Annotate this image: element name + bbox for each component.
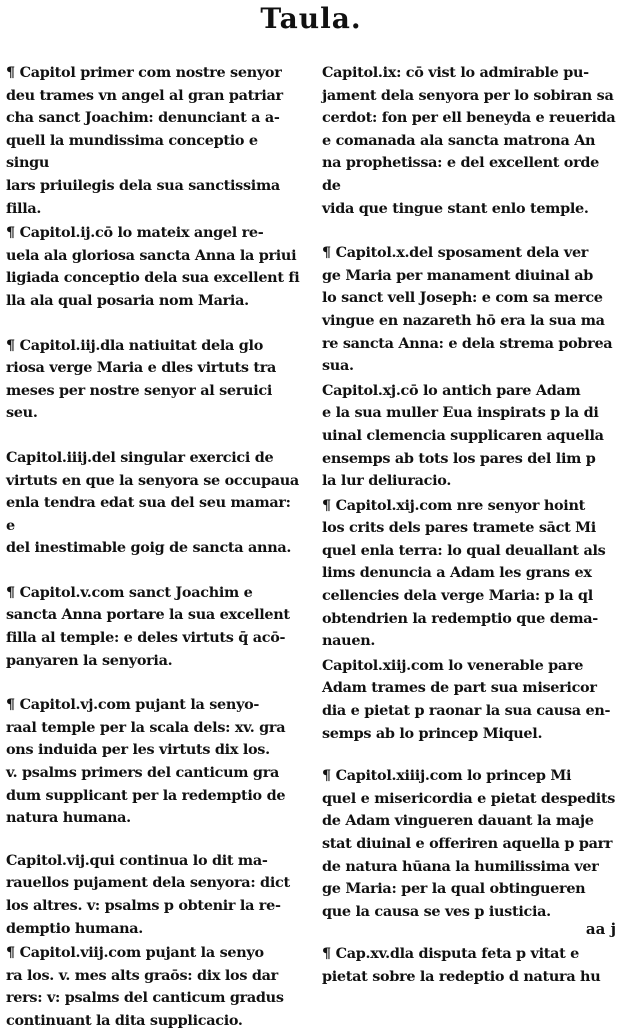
- table-of-contents-right-column: [322, 62, 620, 989]
- chapter-entry: ¶ Capitol.ij.cō lo mateix angel re- uela ala gloriosa sancta Anna la priui ligiada conceptio dela sua excellent fi lla ala qual posaria nom Maria.: [6, 224, 300, 309]
- table-of-contents-left-column: [6, 62, 304, 1033]
- chapter-entry: Capitol.vij.qui continua lo dit ma- rauellos pujament dela senyora: dict los altres. v: psalms p obtenir la re- demptio humana.: [6, 851, 290, 937]
- chapter-entry: ¶ Capitol primer com nostre senyor deu trames vn angel al gran patriar cha sanct Joachim: denunciant a a- quell la mundissima conceptio e singu lars priuilegis dela sua sanctissima filla.: [6, 64, 283, 217]
- chapter-entry: Capitol.iiij.del singular exercici de virtuts en que la senyora se occupaua enla tendra edat sua del seu mamar: e del inestimable goig de sancta anna.: [6, 448, 299, 557]
- chapter-entry: ¶ Cap.xv.dla disputa feta p vitat e pietat sobre la redeptio d natura hu: [322, 945, 601, 985]
- signature-mark: aa j: [585, 920, 616, 938]
- chapter-entry: ¶ Capitol.iij.dla natiuitat dela glo riosa verge Maria e dles virtuts tra meses per nostre senyor al seruici seu.: [6, 336, 277, 422]
- chapter-entry: Capitol.xiij.com lo venerable pare Adam trames de part sua misericor dia e pietat p raonar la sua causa en- semps ab lo princep Miquel.: [322, 656, 611, 742]
- chapter-entry: ¶ Capitol.x.del sposament dela ver ge Maria per manament diuinal ab lo sanct vell Joseph: e com sa merce vingue en nazareth hō era la sua ma re sancta Anna: e dela strema pobrea sua.: [322, 244, 613, 375]
- chapter-entry: ¶ Capitol.xij.com nre senyor hoint los crits dels pares tramete sāct Mi quel enla terra: lo qual deuallant als lims denuncia a Adam les grans ex cellencies dela verge Maria: p la ql obtendrien la redemptio que dema- nauen.: [322, 496, 606, 650]
- page-title: Taula.: [260, 2, 362, 35]
- chapter-entry: Capitol.ix: cō vist lo admirable pu- jament dela senyora per lo sobiran sa cerdot: fon per ell beneyda e reuerida e comanada ala sancta matrona An na prophetissa: e del excellent orde de vida que tingue stant enlo temple.: [322, 64, 616, 217]
- chapter-entry: ¶ Capitol.v.com sanct Joachim e sancta Anna portare la sua excellent filla al temple: e deles virtuts q̄ acō- panyaren la senyoria.: [6, 583, 290, 669]
- chapter-entry: ¶ Capitol.viij.com pujant la senyo ra los. v. mes alts graōs: dix los dar rers: v: psalms del canticum gradus continuant la dita supplicacio.: [6, 944, 284, 1029]
- chapter-entry: Capitol.xj.cō lo antich pare Adam e la sua muller Eua inspirats p la di uinal clemencia supplicaren aquella ensemps ab tots los pares del lim p la lur deliuracio.: [322, 381, 604, 490]
- chapter-entry: ¶ Capitol.vj.com pujant la senyo- raal temple per la scala dels: xv. gra ons induida per les virtuts dix los. v. psalms primers del canticum gra dum supplicant per la redemptio de natura humana.: [6, 696, 286, 827]
- chapter-entry: ¶ Capitol.xiiij.com lo princep Mi quel e misericordia e pietat despedits de Adam vingueren dauant la maje stat diuinal e offeriren aquella p parr de natura hūana la humilissima ver ge Maria: per la qual obtingueren que la causa se ves p iusticia.: [322, 767, 616, 920]
